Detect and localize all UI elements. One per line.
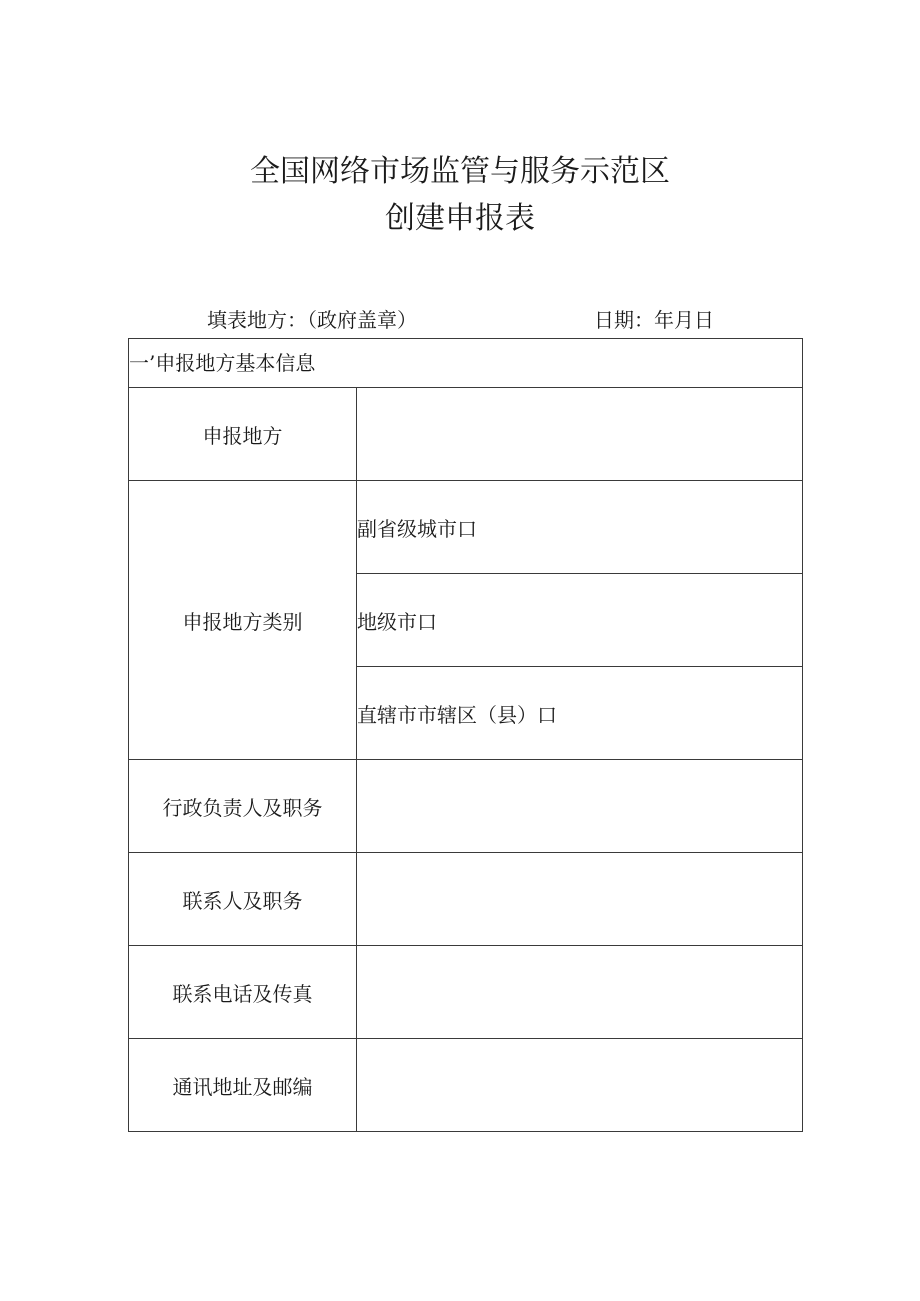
fill-place-field[interactable]: 填表地方：（政府盖章） [207, 308, 417, 332]
category-option-prefecture[interactable]: 地级市口 [357, 574, 803, 667]
table-row-leader [129, 760, 803, 853]
application-form-table [128, 338, 803, 1132]
document-title-line1: 全国网络市场监管与服务示范区 [250, 154, 670, 189]
category-label: 申报地方类别 [129, 481, 357, 760]
contact-label: 联系人及职务 [129, 853, 357, 946]
table-row-contact [129, 853, 803, 946]
phone-input[interactable] [357, 946, 803, 1039]
leader-input[interactable] [357, 760, 803, 853]
leader-label: 行政负责人及职务 [129, 760, 357, 853]
section-title: 一’申报地方基本信息 [129, 339, 803, 388]
region-input[interactable] [357, 388, 803, 481]
phone-label: 联系电话及传真 [129, 946, 357, 1039]
date-field[interactable]: 日期：年月日 [594, 308, 714, 332]
address-input[interactable] [357, 1039, 803, 1132]
address-label: 通讯地址及邮编 [129, 1039, 357, 1132]
table-row-category [129, 481, 803, 574]
section-header-row [129, 339, 803, 388]
document-title-line2: 创建申报表 [385, 201, 535, 236]
category-option-sub-provincial[interactable]: 副省级城市口 [357, 481, 803, 574]
region-label: 申报地方 [129, 388, 357, 481]
table-row-region [129, 388, 803, 481]
table-row-address [129, 1039, 803, 1132]
category-option-municipal-district[interactable]: 直辖市市辖区（县）口 [357, 667, 803, 760]
table-row-phone [129, 946, 803, 1039]
contact-input[interactable] [357, 853, 803, 946]
